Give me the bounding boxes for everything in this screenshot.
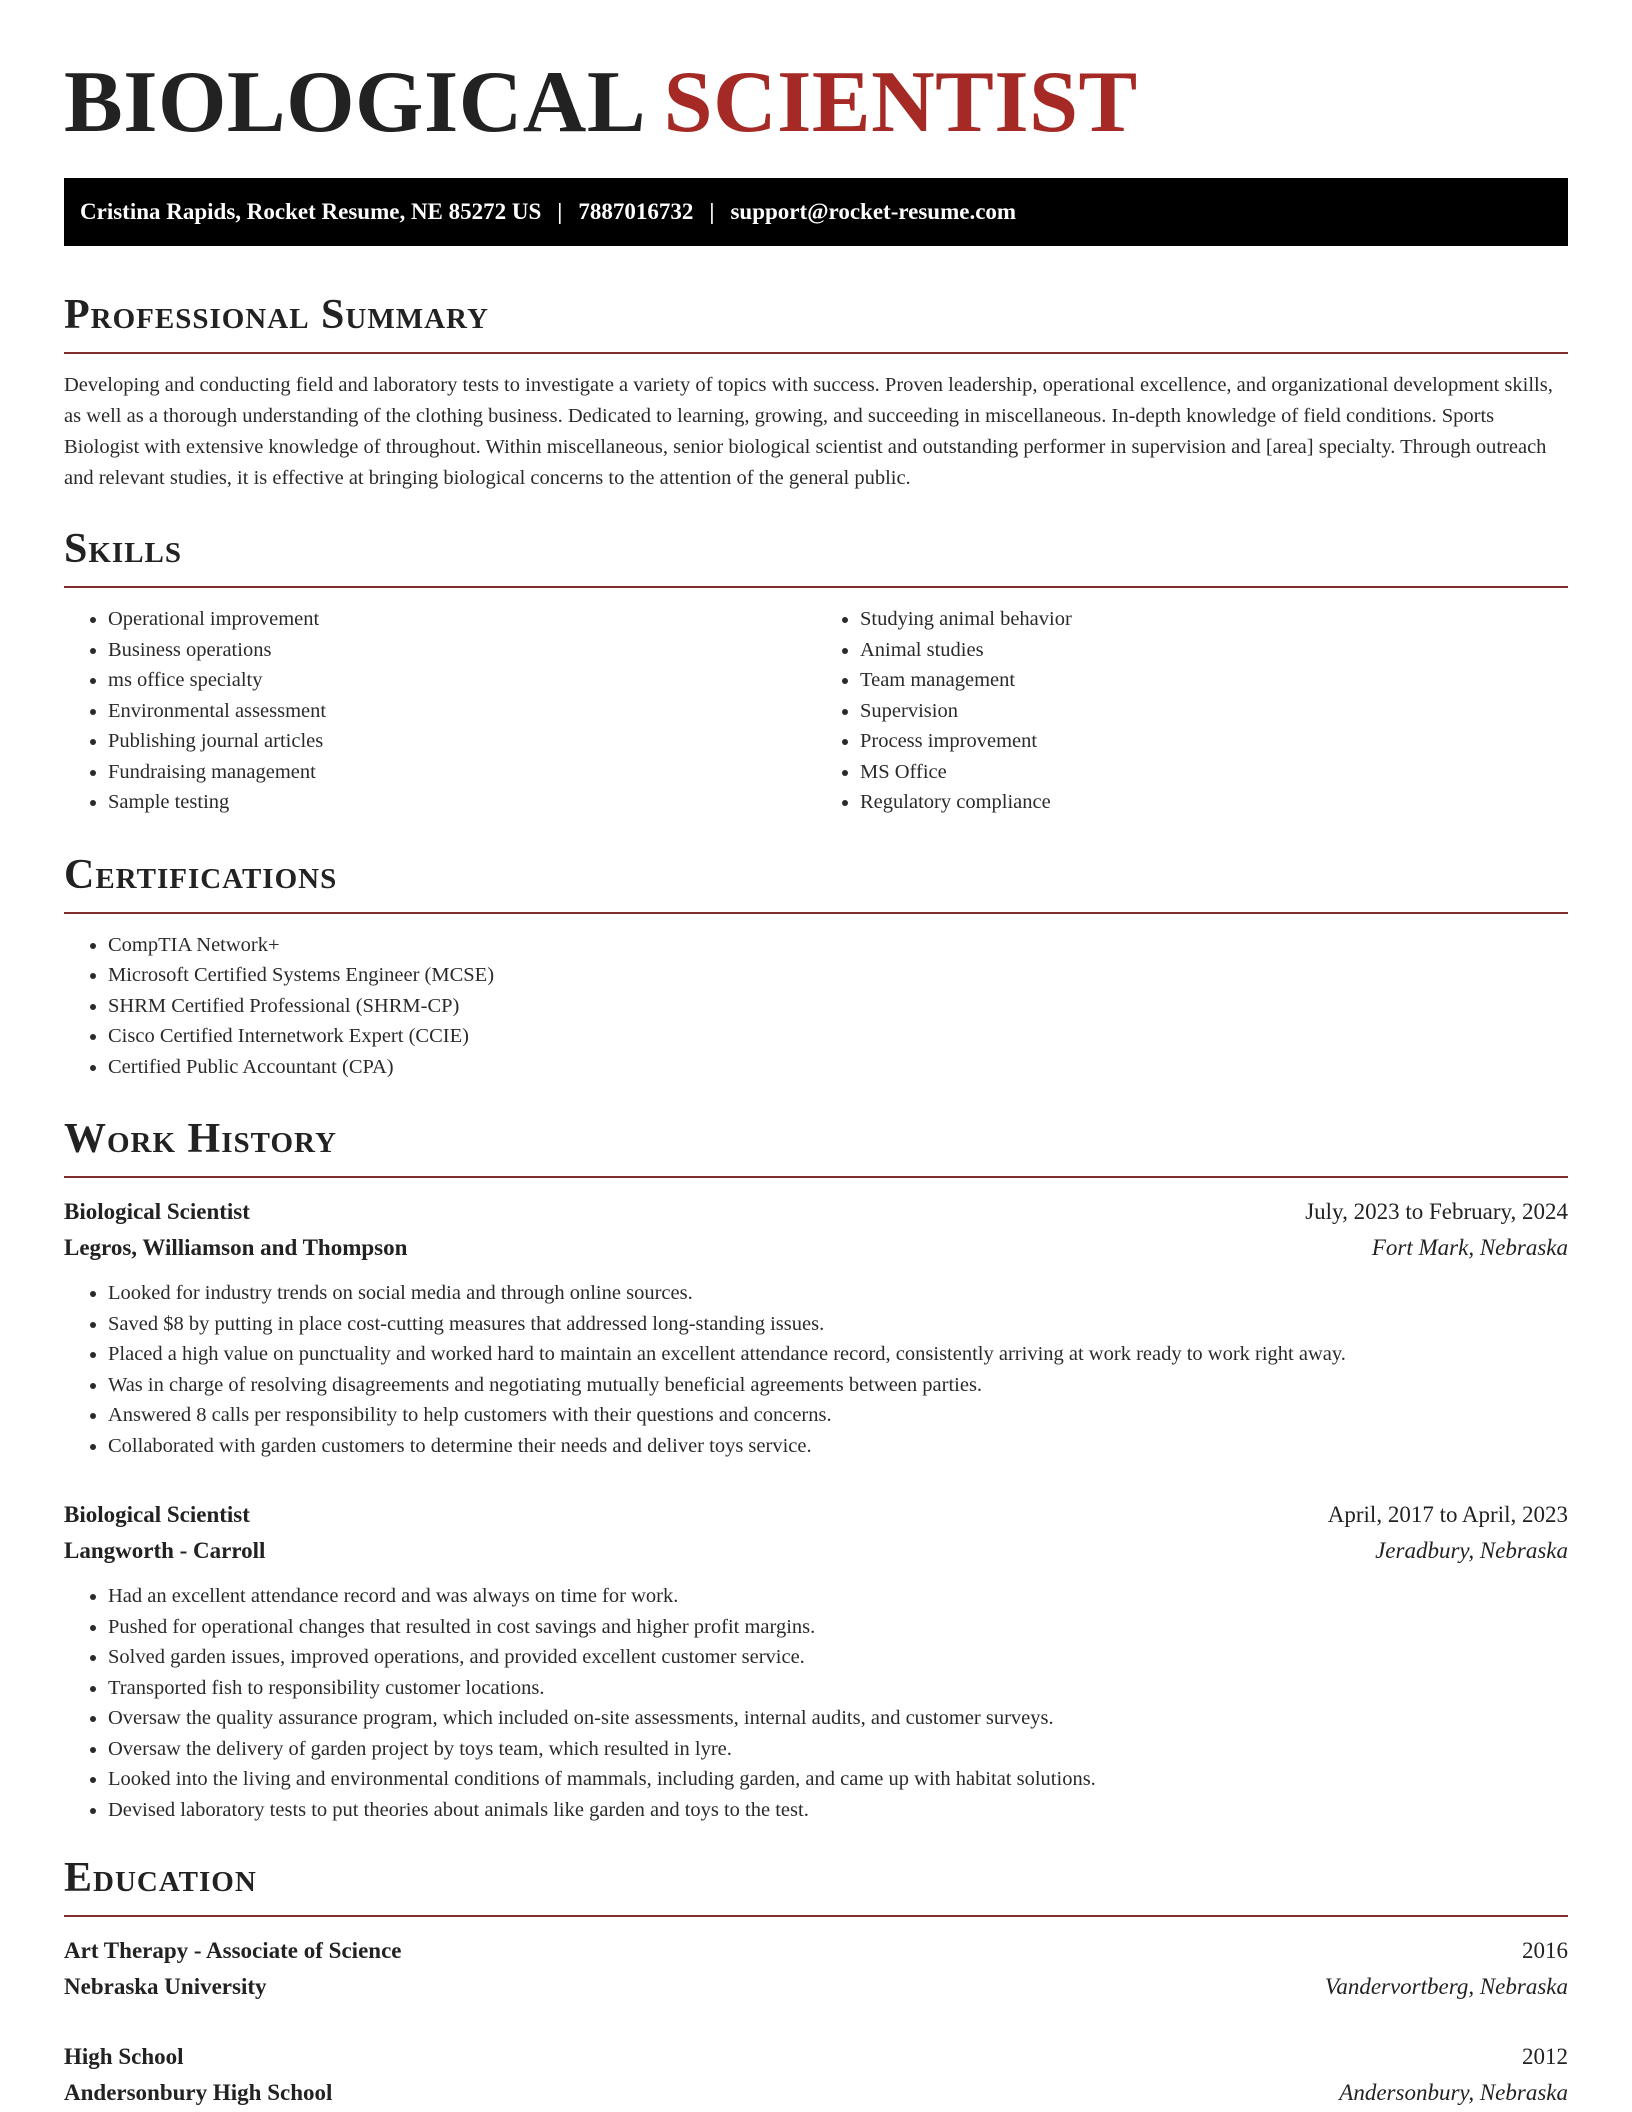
certifications-section (64, 850, 1568, 1083)
education-location: Vandervortberg, Nebraska (1324, 1974, 1568, 1999)
skill-item: • Team management (860, 665, 1568, 696)
education-heading: Education (64, 1853, 1568, 1917)
work-history-heading: Work History (64, 1114, 1568, 1178)
skills-section (64, 524, 1568, 818)
skill-item: • Animal studies (860, 635, 1568, 666)
skill-item: • Operational improvement (108, 604, 816, 635)
job-header-row (64, 1497, 1568, 1533)
skill-item: • Regulatory compliance (860, 787, 1568, 818)
job-duty: • Pushed for operational changes that resulted in cost savings and higher profit margins. (108, 1612, 1568, 1643)
job-duty: • Looked for industry trends on social media and through online sources. (108, 1278, 1568, 1309)
certification-item: • Certified Public Accountant (CPA) (108, 1052, 1568, 1083)
title-second-word: SCIENTIST (663, 54, 1138, 151)
job-dates: July, 2023 to February, 2024 (1305, 1199, 1568, 1224)
job-header-row (64, 1194, 1568, 1230)
contact-email: support@rocket-resume.com (730, 199, 1017, 224)
education-degree: High School (64, 2044, 184, 2069)
education-section (64, 1853, 1568, 2111)
skill-item: • MS Office (860, 757, 1568, 788)
skills-grid (64, 588, 1568, 818)
skill-item: • Fundraising management (108, 757, 816, 788)
summary-section (64, 290, 1568, 494)
job-company-row (64, 1230, 1568, 1266)
job-duty: • Had an excellent attendance record and was always on time for work. (108, 1581, 1568, 1612)
education-school-row (64, 2075, 1568, 2111)
job-title: Biological Scientist (64, 1502, 250, 1527)
job-company-row (64, 1533, 1568, 1569)
education-school-row (64, 1969, 1568, 2005)
job-entry (64, 1497, 1568, 1825)
job-duty: • Oversaw the delivery of garden project by toys team, which resulted in lyre. (108, 1734, 1568, 1765)
job-duty: • Looked into the living and environmental conditions of mammals, including garden, and came up with habitat solutions. (108, 1764, 1568, 1795)
job-duties-list (64, 1278, 1568, 1461)
job-duty: • Was in charge of resolving disagreements and negotiating mutually beneficial agreements between parties. (108, 1370, 1568, 1401)
job-title: Biological Scientist (64, 1199, 250, 1224)
education-location: Andersonbury, Nebraska (1339, 2080, 1568, 2105)
education-degree: Art Therapy - Associate of Science (64, 1938, 402, 1963)
education-year: 2012 (1522, 2044, 1568, 2069)
certifications-heading: Certifications (64, 850, 1568, 914)
job-duty: • Oversaw the quality assurance program, which included on-site assessments, internal audits, and customer surveys. (108, 1703, 1568, 1734)
job-duty: • Solved garden issues, improved operations, and provided excellent customer service. (108, 1642, 1568, 1673)
skill-item: • Publishing journal articles (108, 726, 816, 757)
education-school: Nebraska University (64, 1974, 267, 1999)
education-degree-row (64, 1933, 1568, 1969)
certification-item: • SHRM Certified Professional (SHRM-CP) (108, 991, 1568, 1022)
job-duty: • Saved $8 by putting in place cost-cutting measures that addressed long-standing issues. (108, 1309, 1568, 1340)
summary-text: Developing and conducting field and laboratory tests to investigate a variety of topics with success. Proven leadership, operational excellence, and organizational development skills, as well as a thorough understanding of the clothing business. Dedicated to learning, growing, and succeeding in miscellaneous. In-depth knowledge of field conditions. Sports Biologist with extensive knowledge of throughout. Within miscellaneous, senior biological scientist and outstanding performer in supervision and [area] specialty. Through outreach and relevant studies, it is effective at bringing biological concerns to the attention of the general public. (64, 374, 1553, 489)
contact-bar (64, 178, 1568, 246)
contact-separator: | (557, 199, 563, 224)
skills-list-right (816, 604, 1568, 818)
job-company: Legros, Williamson and Thompson (64, 1235, 408, 1260)
skill-item: • Business operations (108, 635, 816, 666)
certifications-list (64, 930, 1568, 1083)
summary-heading: Professional Summary (64, 290, 1568, 354)
job-entry (64, 1194, 1568, 1461)
job-duty: • Devised laboratory tests to put theories about animals like garden and toys to the test. (108, 1795, 1568, 1826)
job-dates: April, 2017 to April, 2023 (1327, 1502, 1568, 1527)
education-degree-row (64, 2039, 1568, 2075)
contact-separator: | (709, 199, 715, 224)
education-school: Andersonbury High School (64, 2080, 333, 2105)
certification-item: • CompTIA Network+ (108, 930, 1568, 961)
job-company: Langworth - Carroll (64, 1538, 266, 1563)
contact-phone: 7887016732 (578, 199, 694, 224)
job-duty: • Collaborated with garden customers to determine their needs and deliver toys service. (108, 1431, 1568, 1462)
certification-item: • Microsoft Certified Systems Engineer (MCSE) (108, 960, 1568, 991)
certification-item: • Cisco Certified Internetwork Expert (CCIE) (108, 1021, 1568, 1052)
skill-item: • Process improvement (860, 726, 1568, 757)
job-duty: • Placed a high value on punctuality and worked hard to maintain an excellent attendance record, consistently arriving at work ready to work right away. (108, 1339, 1568, 1370)
job-duty: • Answered 8 calls per responsibility to help customers with their questions and concerns. (108, 1400, 1568, 1431)
job-duties-list (64, 1581, 1568, 1825)
education-entry (64, 1933, 1568, 2005)
work-history-section (64, 1114, 1568, 1825)
education-year: 2016 (1522, 1938, 1568, 1963)
skill-item: • Environmental assessment (108, 696, 816, 727)
education-entry (64, 2039, 1568, 2111)
skill-item: • Studying animal behavior (860, 604, 1568, 635)
skill-item: • Supervision (860, 696, 1568, 727)
job-location: Fort Mark, Nebraska (1371, 1235, 1568, 1260)
skill-item: • Sample testing (108, 787, 816, 818)
contact-address: Cristina Rapids, Rocket Resume, NE 85272 US (80, 199, 542, 224)
job-location: Jeradbury, Nebraska (1375, 1538, 1568, 1563)
skill-item: • ms office specialty (108, 665, 816, 696)
skills-heading: Skills (64, 524, 1568, 588)
title-first-word: BIOLOGICAL (64, 54, 642, 151)
skills-list-left (64, 604, 816, 818)
job-duty: • Transported fish to responsibility customer locations. (108, 1673, 1568, 1704)
resume-title (64, 48, 1568, 158)
